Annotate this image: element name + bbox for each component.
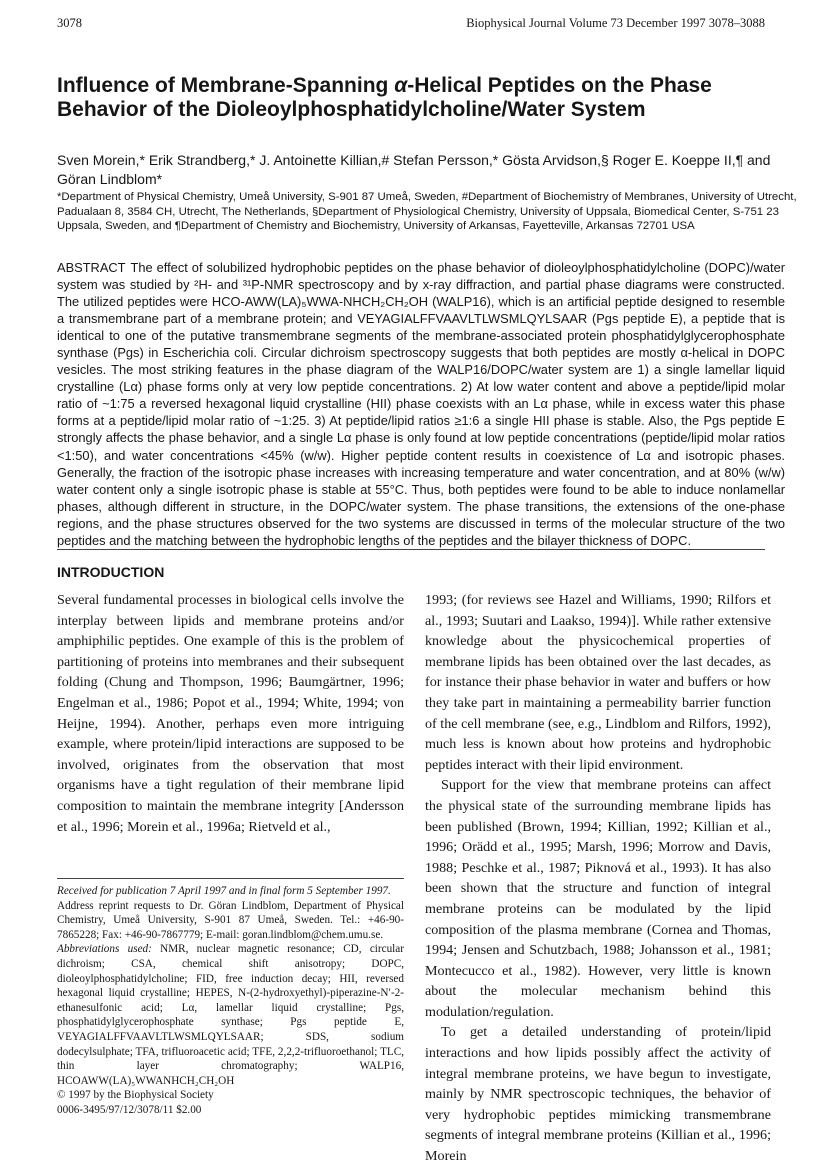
author-list: Sven Morein,* Erik Strandberg,* J. Antoinette Killian,# Stefan Persson,* Gösta Arvidson,§ Roger E. Koeppe II,¶ and Göran Lindblom* bbox=[57, 152, 771, 187]
section-heading-introduction: INTRODUCTION bbox=[57, 564, 165, 580]
page-number: 3078 bbox=[57, 16, 82, 30]
right-column bbox=[425, 590, 771, 1167]
intro-paragraph: Several fundamental processes in biological cells involve the interplay between lipids and membrane proteins and/or amphiphilic peptides. One example of this is the problem of partitioning of proteins into membranes and their subsequent folding (Chung and Thompson, 1996; Baumgärtner, 1996; Engelman et al., 1986; Popot et al., 1994; White, 1994; von Heijne, 1994). Another, perhaps even more intriguing example, where protein/lipid interactions are supposed to be involved, originates from the observation that most organisms have a tight regulation of their membrane lipid composition to maintain the membrane integrity [Andersson et al., 1996; Morein et al., 1996a; Rietveld et al., bbox=[57, 592, 404, 835]
affiliations: *Department of Physical Chemistry, Umeå University, S-901 87 Umeå, Sweden, #Department of Biochemistry of Membranes, University of Utrecht, Padualaan 8, 3584 CH, Utrecht, The Netherlands, §Department of Physiological Chemistry, University of Uppsala, Biomedical Center, S-751 23 Uppsala, Sweden, and ¶Department of Chemistry and Biochemistry, University of Arkansas, Fayetteville, Arkansas 72701 USA bbox=[57, 191, 797, 232]
title-suffix: -Helical Peptides on the Phase Behavior of the Dioleoylphosphatidylcholine/Water System bbox=[57, 74, 712, 121]
footnote-divider bbox=[57, 878, 404, 879]
section-divider bbox=[57, 549, 765, 550]
abbreviations-text: NMR, nuclear magnetic resonance; CD, circular dichroism; CSA, chemical shift anisotropy; DOPC, dioleoylphosphatidylcholine; FID, free induction decay; HII, reversed hexagonal liquid crystalline; HEPES, N-(2-hydroxyethyl)-piperazine-N′-2-ethanesulfonic acid; Lα, lamellar liquid crystalline; Pgs, phosphatidylglycerophosphate synthase; Pgs peptide E, VEYAGIALFFVAAVLTLWSMLQYLSAAR; SDS, sodium dodecylsulphate; TFA, trifluoroacetic acid; TFE, 2,2,2-trifluoroethanol; TLC, thin layer chromatography; WALP16, HCOAWW(LA)₅WWANHCH₂CH₂OH bbox=[57, 943, 404, 1087]
received-date: Received for publication 7 April 1997 and in final form 5 September 1997. bbox=[57, 885, 391, 897]
footnotes bbox=[57, 884, 404, 1118]
issn-line: 0006-3495/97/12/3078/11 $2.00 bbox=[57, 1103, 202, 1116]
running-head: Biophysical Journal Volume 73 December 1997 3078–3088 bbox=[466, 16, 765, 30]
abstract bbox=[57, 259, 785, 549]
body-paragraph: 1993; (for reviews see Hazel and Williams, 1990; Rilfors et al., 1993; Suutari and Laakso, 1994)]. While rather extensive knowledge about the physicochemical properties of membrane lipids has been obtained over the last decades, as for instance their phase behavior in water and buffers or how they take part in maintaining a permeability barrier function of the cell membrane (see, e.g., Lindblom and Rilfors, 1992), much less is known about how proteins and hydrophobic peptides interact with their lipid environment. bbox=[425, 592, 771, 773]
abstract-label: ABSTRACT bbox=[57, 260, 126, 275]
copyright: © 1997 by the Biophysical Society bbox=[57, 1089, 214, 1102]
body-paragraph: Support for the view that membrane proteins can affect the physical state of the surrounding membrane lipids has been published (Brown, 1994; Killian, 1992; Killian et al., 1996; Orädd et al., 1995; Marsh, 1996; Morrow and Davis, 1988; Peschke et al., 1987; Piknová et al., 1993). It has also been shown that the structure and function of integral membrane proteins can be modulated by the lipid composition of the plasma membrane (Cornea and Thomas, 1994; Jensen and Schutzbach, 1988; Johansson et al., 1981; Montecucco et al., 1982). However, very little is known about the molecular mechanism behind this modulation/regulation. bbox=[425, 777, 771, 1020]
reprint-address: Address reprint requests to Dr. Göran Lindblom, Department of Physical Chemistry, Umeå University, S-901 87 Umeå, Sweden. Tel.: +46-90-7865228; Fax: +46-90-7867779; E-mail: goran.lindblom@chem.umu.se. bbox=[57, 899, 404, 941]
left-column bbox=[57, 590, 404, 837]
title-prefix: Influence of Membrane-Spanning bbox=[57, 74, 395, 97]
body-paragraph: To get a detailed understanding of protein/lipid interactions and how lipids possibly affect the activity of integral membrane proteins, we have begun to investigate, mainly by NMR spectroscopic techniques, the behavior of very hydrophobic peptides mimicking transmembrane segments of integral membrane proteins (Killian et al., 1996; Morein bbox=[425, 1024, 771, 1165]
paper-title bbox=[57, 74, 777, 122]
page-header bbox=[57, 16, 765, 34]
abbreviations bbox=[57, 942, 404, 1088]
abstract-text: The effect of solubilized hydrophobic peptides on the phase behavior of dioleoylphosphatidylcholine (DOPC)/water system was studied by ²H- and ³¹P-NMR spectroscopy and by x-ray diffraction, and partial phase diagrams were constructed. The utilized peptides were HCO-AWW(LA)₅WWA-NHCH₂CH₂OH (WALP16), which is an artificial peptide designed to resemble a transmembrane part of a membrane protein; and VEYAGIALFFVAAVLTLWSMLQYLSAAR (Pgs peptide E), a peptide that is identical to one of the putative transmembrane segments of the membrane-associated protein phosphatidylglycerophosphate synthase (Pgs) in Escherichia coli. Circular dichroism spectroscopy suggests that both peptides are mostly α-helical in DOPC vesicles. The most striking features in the phase diagram of the WALP16/DOPC/water system are 1) a single lamellar liquid crystalline (Lα) phase forms only at very low peptide concentrations. 2) At low water content and above a peptide/lipid molar ratio of ~1:75 a reversed hexagonal liquid crystalline (HII) phase coexists with an Lα phase, while in excess water this phase forms at a peptide/lipid molar ratio of ~1:25. 3) At peptide/lipid ratios ≥1:6 a single HII phase is stable. Also, the Pgs peptide E strongly affects the phase behavior, and a single Lα phase is only found at low peptide concentrations (peptide/lipid molar ratios <1:50), and water concentrations <45% (w/w). Higher peptide content results in coexistence of Lα and isotropic phases. Generally, the fraction of the isotropic phase increases with increasing temperature and water concentration, and at 80% (w/w) water content only a single isotropic phase is stable at 55°C. Thus, both peptides were found to be able to induce nonlamellar phases, although different in structure, in the DOPC/water system. The phase transitions, the extensions of the one-phase regions, and the phase structures observed for the two systems are discussed in terms of the molecular structure of the two peptides and the matching between the hydrophobic lengths of the peptides and the bilayer thickness of DOPC. bbox=[57, 260, 785, 548]
title-alpha: α bbox=[394, 74, 408, 97]
abbreviations-label: Abbreviations used: bbox=[57, 943, 152, 956]
